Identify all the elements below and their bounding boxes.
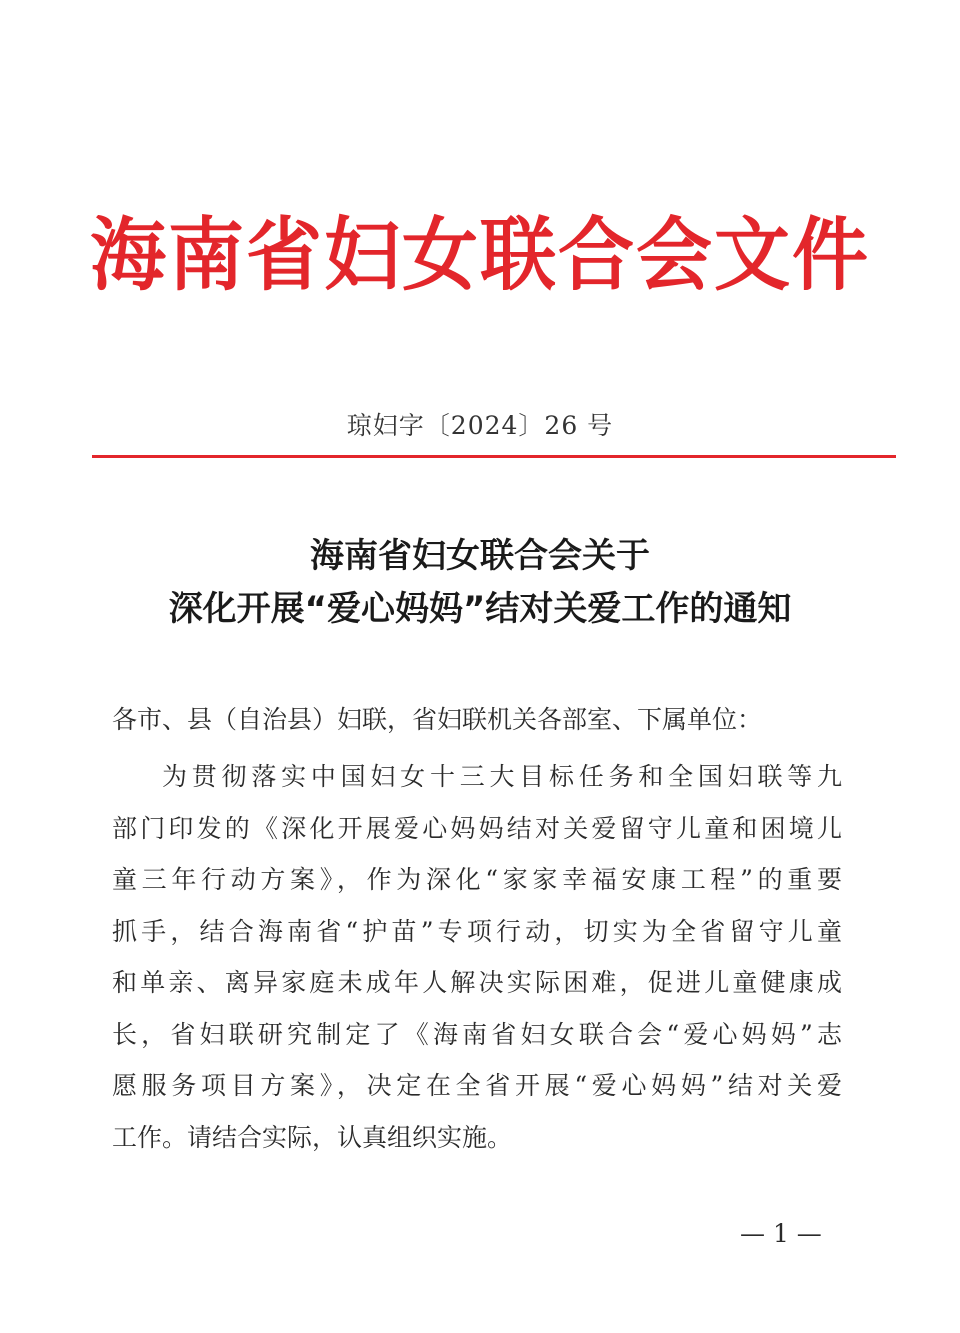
document-number: 琼妇字〔2024〕26 号 — [346, 411, 614, 440]
document-title-line-2: 深化开展“爱心妈妈”结对关爱工作的通知 — [168, 589, 792, 629]
red-divider-line — [92, 455, 896, 458]
body-line: 工作。请结合实际，认真组织实施。 — [112, 1122, 513, 1152]
body-paragraph — [112, 751, 842, 1163]
organization-header-title: 海南省妇女联合会文件 — [90, 207, 870, 302]
document-title-line-1: 海南省妇女联合会关于 — [310, 536, 650, 576]
body-line: 抓手，结合海南省“护苗”专项行动，切实为全省留守儿童 — [112, 916, 842, 946]
document-title — [0, 530, 960, 636]
body-line: 为贯彻落实中国妇女十三大目标任务和全国妇联等九 — [162, 762, 842, 791]
body-line: 长，省妇联研究制定了《海南省妇女联合会“爱心妈妈”志 — [112, 1019, 842, 1049]
body-line: 和单亲、离异家庭未成年人解决实际困难，促进儿童健康成 — [112, 968, 842, 997]
page-number: — 1 — — [740, 1219, 822, 1248]
body-line: 部门印发的《深化开展爱心妈妈结对关爱留守儿童和困境儿 — [112, 813, 842, 843]
body-line: 愿服务项目方案》，决定在全省开展“爱心妈妈”结对关爱 — [112, 1071, 842, 1100]
recipient-line: 各市、县（自治县）妇联，省妇联机关各部室、下属单位： — [112, 705, 763, 734]
body-line: 童三年行动方案》，作为深化“家家幸福安康工程”的重要 — [112, 865, 842, 894]
